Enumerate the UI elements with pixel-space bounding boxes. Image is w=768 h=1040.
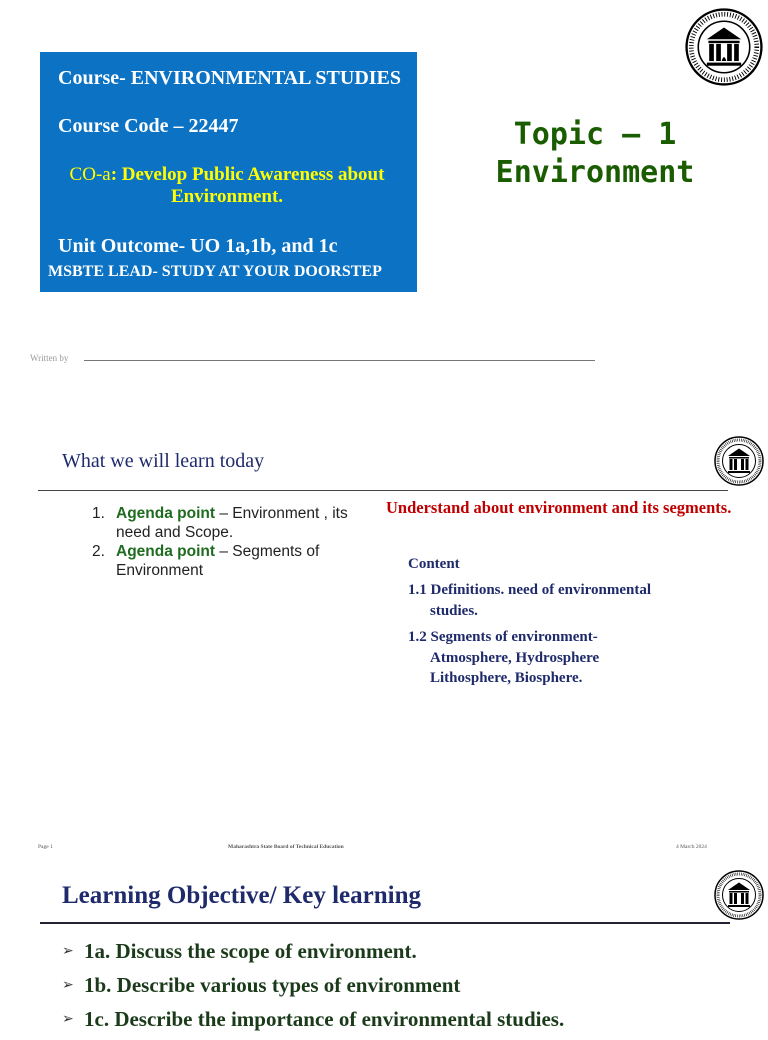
content-item bbox=[408, 627, 728, 689]
content-line: Lithosphere, Biosphere. bbox=[430, 670, 583, 686]
footer-page: Page 1 bbox=[38, 844, 53, 850]
content-line: 1.1 Definitions. need of environmental bbox=[408, 582, 652, 598]
agenda-text: – Environment , its need and Scope. bbox=[116, 505, 348, 541]
agenda-item bbox=[92, 542, 372, 580]
course-info-box bbox=[40, 52, 417, 292]
content-line: Atmosphere, Hydrosphere bbox=[430, 649, 600, 666]
written-by-label: Written by bbox=[30, 353, 69, 363]
course-code: Course Code – 22447 bbox=[58, 115, 239, 137]
content-item bbox=[408, 580, 728, 621]
agenda-label: Agenda point bbox=[116, 505, 216, 522]
agenda-list bbox=[92, 504, 372, 580]
title-divider bbox=[38, 490, 728, 491]
arrow-bullet-icon: ➢ bbox=[62, 1011, 74, 1027]
title-slide bbox=[0, 0, 768, 400]
msbte-seal-icon bbox=[714, 870, 764, 920]
footer-date: 4 March 2024 bbox=[676, 844, 707, 850]
objective-item bbox=[62, 938, 564, 972]
topic-number: Topic – 1 bbox=[513, 117, 677, 152]
msbte-seal-icon bbox=[714, 436, 764, 486]
arrow-bullet-icon: ➢ bbox=[62, 977, 74, 993]
unit-outcome: Unit Outcome- UO 1a,1b, and 1c bbox=[58, 235, 338, 257]
agenda-text: – Segments of Environment bbox=[116, 543, 320, 579]
content-heading: Content bbox=[408, 556, 460, 572]
signature-line bbox=[84, 360, 595, 361]
title-divider bbox=[40, 922, 730, 924]
agenda-label: Agenda point bbox=[116, 543, 216, 560]
objective-item bbox=[62, 972, 564, 1006]
objective-item bbox=[62, 1006, 564, 1040]
course-name: Course- ENVIRONMENTAL STUDIES bbox=[58, 67, 402, 89]
agenda-number: 2. bbox=[92, 543, 105, 560]
content-line: studies. bbox=[430, 602, 478, 619]
learning-objective-slide bbox=[0, 860, 768, 1031]
topic-name: Environment bbox=[495, 155, 695, 190]
content-line: 1.2 Segments of environment- bbox=[408, 629, 598, 645]
objective-text: 1a. Discuss the scope of environment. bbox=[84, 939, 417, 963]
agenda-slide bbox=[0, 400, 768, 860]
objective-text: 1c. Describe the importance of environmental studies. bbox=[84, 1007, 565, 1031]
course-outcome bbox=[62, 164, 392, 208]
slide-title: Learning Objective/ Key learning bbox=[62, 882, 421, 909]
arrow-bullet-icon: ➢ bbox=[62, 943, 74, 959]
objective-text: 1b. Describe various types of environment bbox=[84, 973, 461, 997]
msbte-seal-icon bbox=[685, 8, 763, 86]
objective-list bbox=[62, 938, 564, 1040]
slide-title: What we will learn today bbox=[62, 450, 265, 472]
lead-tagline: MSBTE LEAD- STUDY AT YOUR DOORSTEP bbox=[48, 263, 382, 280]
learning-goal: Understand about environment and its segments. bbox=[386, 498, 732, 517]
agenda-number: 1. bbox=[92, 505, 105, 522]
footer-org: Maharashtra State Board of Technical Education bbox=[228, 844, 344, 850]
co-text: : Develop Public Awareness about Environment. bbox=[110, 164, 385, 207]
topic-heading bbox=[470, 116, 720, 192]
agenda-item bbox=[92, 504, 372, 542]
co-label: CO-a bbox=[69, 164, 111, 185]
